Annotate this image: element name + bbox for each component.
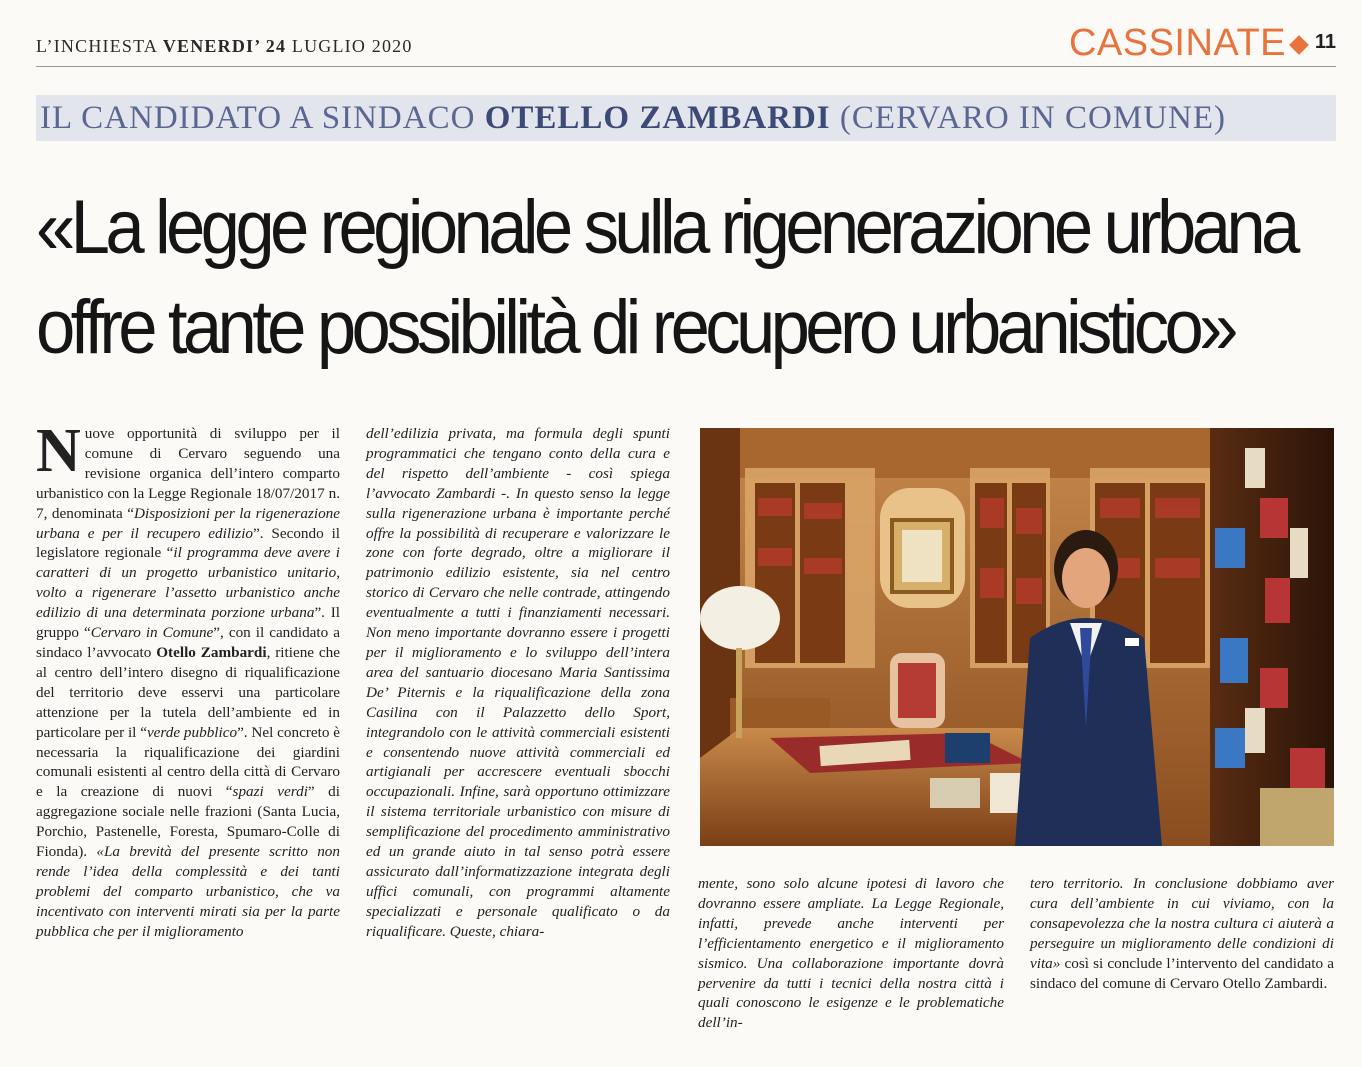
article-column-2 bbox=[366, 424, 670, 942]
body-text: , ritiene che al centro dell’intero disegno di riqualificazione del territorio deve esservi una particolare attenzione per la tutela dell’ambiente ed in particolare per il “ bbox=[36, 643, 340, 741]
article-photo bbox=[700, 428, 1334, 846]
body-italic: il programma deve avere i caratteri di un progetto urbanistico unitario, volto a rigenerare l’assetto urbanistico anche edilizio di una determinata porzione urbana bbox=[36, 544, 340, 622]
page-header bbox=[36, 22, 1336, 70]
kicker-band bbox=[36, 95, 1336, 141]
paper-name: L’INCHIESTA bbox=[36, 36, 158, 56]
headline bbox=[36, 178, 1296, 378]
kicker-suffix: (CERVARO IN COMUNE) bbox=[839, 100, 1226, 136]
body-text: ”. Il gruppo “ bbox=[36, 604, 340, 642]
body-italic: spazi verdi bbox=[232, 783, 308, 801]
header-divider bbox=[36, 66, 1336, 67]
date-rest: LUGLIO 2020 bbox=[291, 36, 413, 56]
body-italic: Disposizioni per la rigenerazione urbana e per il recupero edilizio bbox=[36, 504, 341, 542]
body-text: ” di aggregazione sociale nelle frazioni (Santa Lucia, Porchio, Pastenelle, Foresta, Spumaro-Colle di Fionda). bbox=[36, 783, 340, 861]
section-title: CASSINATE bbox=[1068, 22, 1286, 64]
kicker-text bbox=[40, 100, 1226, 137]
body-text: ”. Nel concreto è necessaria la riqualificazione dei giardini comunali esistenti al centro della città di Cervaro e la creazione di nuovi “ bbox=[36, 723, 340, 801]
headline-line-1: «La legge regionale sulla rigenerazione urbana bbox=[36, 185, 1296, 270]
headline-line-2: offre tante possibilità di recupero urbanistico» bbox=[36, 285, 1234, 370]
body-bold-name: Otello Zambardi bbox=[156, 643, 267, 661]
body-italic: tero territorio. In conclusione dobbiamo aver cura dell’ambiente in cui viviamo, con la consapevolezza che la nostra cultura ci aiuterà a perseguire un miglioramento delle condizioni di vita» bbox=[1030, 875, 1334, 972]
body-text: uove opportunità di sviluppo per il comune di Cervaro seguendo una revisione organica dell’intero comparto urbanistico con la Legge Regionale 18/07/2017 n. 7, denominata “ bbox=[36, 425, 340, 522]
body-text: così si conclude l’intervento del candidato a sindaco del comune di Cervaro Otello Zambardi. bbox=[1030, 954, 1334, 992]
masthead-date-line bbox=[36, 36, 413, 57]
body-text: ”. Secondo il legislatore regionale “ bbox=[36, 524, 341, 562]
drop-cap: N bbox=[36, 417, 81, 485]
article-column-4 bbox=[1030, 874, 1334, 993]
body-italic: Cervaro in Comune bbox=[90, 624, 214, 642]
article-column-1 bbox=[36, 417, 341, 942]
kicker-prefix: IL CANDIDATO A SINDACO bbox=[40, 100, 476, 136]
article-column-3 bbox=[698, 874, 1004, 1033]
page-number: 11 bbox=[1314, 31, 1336, 53]
date-day: VENERDI’ 24 bbox=[162, 36, 287, 56]
body-text: dell’edilizia privata, ma formula degli spunti programmatici che tengano conto della cura e del rispetto dell’ambiente - così spiega l’avvocato Zambardi -. In questo senso la legge sulla rigenerazione urbana è importante perché offre la possibilità di recuperare e valorizzare le zone con forte degrado, oltre a migliorare il patrimonio edilizio esistente, sia nel centro storico di Cervaro che nelle contrade, attingendo eventualmente a tutti i finanziamenti necessari. Non meno importante dovranno essere i progetti per il miglioramento e lo sviluppo dell’intera area del santuario diocesano Maria Santissima De’ Piternis e la riqualificazione della zona Casilina con il Palazzetto dello Sport, integrandolo con le attività commerciali esistenti e consentendo nuove attività commerciali ed artigianali per accrescere eventuali sbocchi occupazionali. Infine, sarà opportuno ottimizzare il sistema territoriale urbanistico con misure di semplificazione del procedimento amministrativo ed un grande aiuto in tal senso potrà essere assicurato dall’informatizzazione integrata degli uffici comunali, con programmi altamente specializzati e personale qualificato o da riqualificare. Queste, chiara- bbox=[366, 425, 670, 940]
kicker-name: OTELLO ZAMBARDI bbox=[484, 100, 831, 136]
diamond-icon bbox=[1289, 35, 1309, 55]
body-italic: «La brevità del presente scritto non rende l’idea della complessità e dei tanti problemi del comparto urbanistico, che va incentivato con interventi mirati sia per la parte pubblica che per il miglioramento bbox=[36, 843, 340, 940]
body-italic: verde pubblico bbox=[146, 723, 238, 741]
body-text: ”, con il candidato a sindaco l’avvocato bbox=[36, 624, 340, 661]
body-text: mente, sono solo alcune ipotesi di lavoro che dovranno essere ampliate. La Legge Regionale, infatti, prevede anche interventi per l’efficientamento energetico e il miglioramento sismico. Una collaborazione importante dovrà pervenire da tutti i tecnici della nostra città i quali conoscono le esigenze e le problematiche dell’in- bbox=[698, 875, 1004, 1032]
